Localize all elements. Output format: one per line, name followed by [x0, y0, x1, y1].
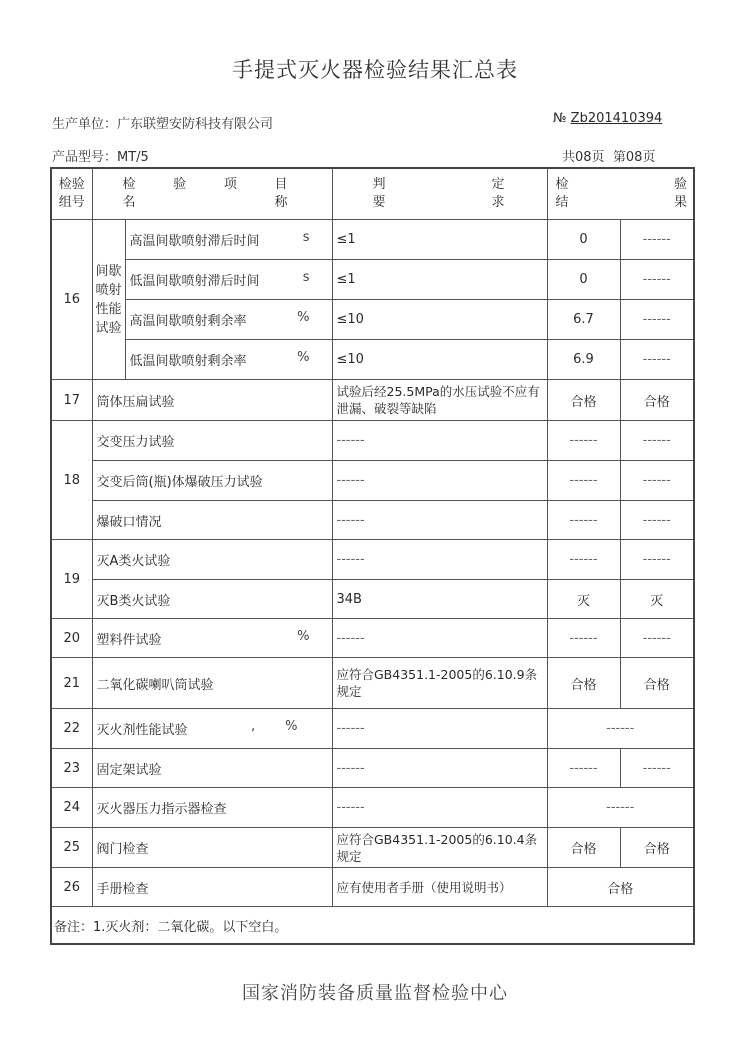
result-conclusion: ------ [620, 421, 694, 461]
result-conclusion: 合格 [620, 828, 694, 868]
group-number: 23 [51, 749, 92, 788]
header-group-no-line1: 检验 [58, 177, 85, 192]
requirement: ≤10 [332, 340, 547, 380]
item-name: 二氧化碳喇叭筒试验 [92, 658, 332, 709]
hdr-char: 验 [673, 177, 687, 192]
report-number-symbol: № [553, 111, 567, 126]
model-line [52, 146, 149, 165]
table-row [51, 709, 694, 749]
report-number [553, 111, 662, 126]
requirement: 34B [332, 580, 547, 619]
item-name [125, 300, 332, 340]
table-row [51, 828, 694, 868]
table-row [51, 380, 694, 421]
item-name [125, 220, 332, 260]
result-value: 6.9 [547, 340, 620, 380]
header-group-no [51, 168, 92, 220]
result-conclusion: ------ [620, 260, 694, 300]
hdr-char: 目 [274, 177, 288, 192]
hdr-char: 判 [372, 177, 386, 192]
table-row [51, 788, 694, 828]
group-number: 25 [51, 828, 92, 868]
hdr-char: 果 [673, 195, 687, 210]
requirement: ≤1 [332, 220, 547, 260]
model-label: 产品型号： [52, 150, 118, 165]
requirement: ------ [332, 421, 547, 461]
item-name: 手册检查 [92, 868, 332, 907]
result-conclusion: ------ [620, 220, 694, 260]
result-merged: ------ [547, 709, 694, 749]
item-unit: s [302, 270, 310, 285]
table-row [51, 868, 694, 907]
requirement: ------ [332, 619, 547, 658]
hdr-char: 求 [491, 195, 505, 210]
item-unit: % [297, 628, 310, 644]
model-value: MT/5 [117, 150, 149, 165]
group-number: 26 [51, 868, 92, 907]
table-row [51, 300, 694, 340]
item-name [92, 709, 332, 749]
item-text: 低温间歇喷射滞后时间 [129, 274, 260, 289]
result-conclusion: ------ [620, 300, 694, 340]
requirement: 应有使用者手册（使用说明书） [332, 868, 547, 907]
item-text: 塑料件试验 [96, 632, 162, 648]
requirement: 应符合GB4351.1-2005的6.10.9条规定 [332, 658, 547, 709]
table-row [51, 580, 694, 619]
item-name [125, 340, 332, 380]
issuer-footer: 国家消防装备质量监督检验中心 [242, 983, 508, 1004]
requirement: ≤1 [332, 260, 547, 300]
table-row [51, 501, 694, 540]
result-merged: ------ [547, 788, 694, 828]
result-value: 0 [547, 260, 620, 300]
item-text: 高温间歇喷射剩余率 [129, 314, 247, 329]
result-value: 0 [547, 220, 620, 260]
group-number: 17 [51, 380, 92, 421]
result-conclusion: ------ [620, 619, 694, 658]
item-unit: s [302, 230, 310, 245]
result-value: 灭 [547, 580, 620, 619]
result-value: ------ [547, 619, 620, 658]
group-category-text: 间歇喷射性能试验 [95, 263, 122, 336]
item-name: 灭B类火试验 [92, 580, 332, 619]
table-row [51, 220, 694, 260]
table-row [51, 461, 694, 501]
group-number: 18 [51, 421, 92, 540]
requirement: ------ [332, 501, 547, 540]
result-conclusion: 灭 [620, 580, 694, 619]
item-name: 阀门检查 [92, 828, 332, 868]
hdr-char: 结 [555, 195, 569, 210]
hdr-char: 要 [372, 195, 386, 210]
hdr-char: 定 [491, 177, 505, 192]
report-number-value: Zb201410394 [570, 111, 663, 126]
group-number: 19 [51, 540, 92, 619]
item-name: 固定架试验 [92, 749, 332, 788]
table-row [51, 619, 694, 658]
group-number: 22 [51, 709, 92, 749]
requirement: ≤10 [332, 300, 547, 340]
result-conclusion: 合格 [620, 380, 694, 421]
result-value: 合格 [547, 380, 620, 421]
table-row [51, 540, 694, 580]
item-name: 筒体压扁试验 [92, 380, 332, 421]
requirement: 试验后经25.5MPa的水压试验不应有泄漏、破裂等缺陷 [332, 380, 547, 421]
page-total: 共08页 [562, 150, 605, 165]
item-unit: % [297, 350, 310, 365]
table-row [51, 260, 694, 300]
item-name [92, 619, 332, 658]
item-unit-mark: , [251, 719, 256, 734]
item-name: 灭火器压力指示器检查 [92, 788, 332, 828]
results-table [50, 167, 695, 945]
hdr-char: 验 [173, 177, 187, 192]
requirement: ------ [332, 709, 547, 749]
result-value: 合格 [547, 658, 620, 709]
hdr-char: 称 [274, 195, 288, 210]
manufacturer-label: 生产单位： [52, 117, 118, 132]
result-conclusion: ------ [620, 461, 694, 501]
header-item-name [92, 168, 332, 220]
note-row [51, 907, 694, 945]
requirement: ------ [332, 788, 547, 828]
result-value: 合格 [547, 828, 620, 868]
item-name: 交变后筒(瓶)体爆破压力试验 [92, 461, 332, 501]
item-unit: % [285, 719, 298, 734]
requirement: ------ [332, 540, 547, 580]
group-number: 21 [51, 658, 92, 709]
group-number: 24 [51, 788, 92, 828]
result-conclusion: ------ [620, 749, 694, 788]
requirement: ------ [332, 749, 547, 788]
document-title: 手提式灭火器检验结果汇总表 [232, 58, 518, 82]
table-header-row [51, 168, 694, 220]
item-name [125, 260, 332, 300]
header-requirement [332, 168, 547, 220]
item-name: 爆破口情况 [92, 501, 332, 540]
header-result [547, 168, 694, 220]
item-text: 低温间歇喷射剩余率 [129, 354, 247, 369]
result-conclusion: 合格 [620, 658, 694, 709]
table-row [51, 749, 694, 788]
result-conclusion: ------ [620, 540, 694, 580]
result-merged: 合格 [547, 868, 694, 907]
item-name: 交变压力试验 [92, 421, 332, 461]
result-value: ------ [547, 421, 620, 461]
hdr-char: 项 [223, 177, 237, 192]
requirement: 应符合GB4351.1-2005的6.10.4条规定 [332, 828, 547, 868]
hdr-char: 检 [555, 177, 569, 192]
group-category [92, 220, 125, 380]
group-number: 20 [51, 619, 92, 658]
result-value: ------ [547, 501, 620, 540]
item-name: 灭A类火试验 [92, 540, 332, 580]
table-row [51, 658, 694, 709]
result-value: ------ [547, 461, 620, 501]
result-value: ------ [547, 749, 620, 788]
item-text: 灭火剂性能试验 [96, 723, 188, 738]
item-unit: % [297, 310, 310, 325]
note-text: 备注：1.灭火剂：二氧化碳。以下空白。 [51, 907, 694, 945]
page-current: 第08页 [612, 150, 656, 165]
requirement: ------ [332, 461, 547, 501]
hdr-char: 名 [122, 195, 136, 210]
manufacturer-value: 广东联塑安防科技有限公司 [117, 117, 274, 132]
group-number: 16 [51, 220, 92, 380]
header-group-no-line2: 组号 [58, 195, 85, 210]
result-conclusion: ------ [620, 340, 694, 380]
table-row [51, 340, 694, 380]
item-text: 高温间歇喷射滞后时间 [129, 234, 260, 249]
manufacturer-line [52, 113, 273, 132]
result-value: 6.7 [547, 300, 620, 340]
result-value: ------ [547, 540, 620, 580]
page-indicator [562, 146, 655, 165]
table-row [51, 421, 694, 461]
hdr-char: 检 [122, 177, 136, 192]
result-conclusion: ------ [620, 501, 694, 540]
